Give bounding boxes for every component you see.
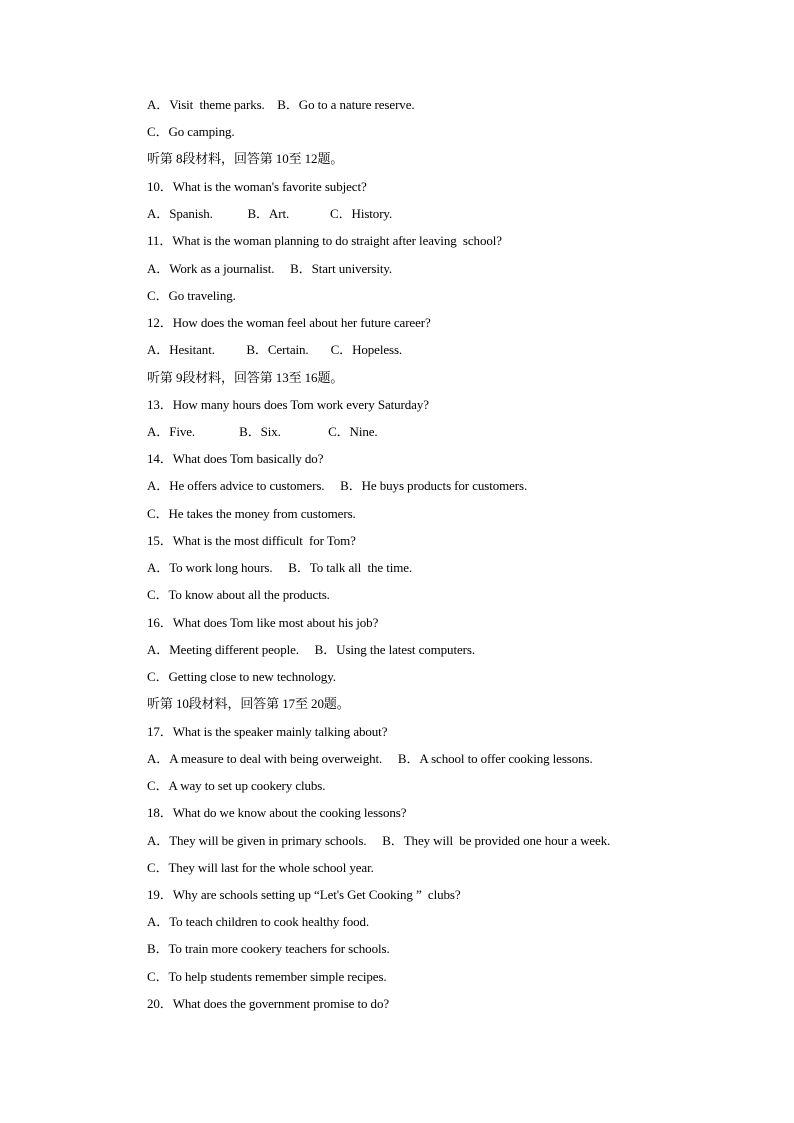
option-line: A．Work as a journalist. B．Start university. (147, 261, 393, 276)
section-header: 听第 8段材料，回答第 10至 12题。 (147, 151, 344, 166)
option-line: A．To teach children to cook healthy food. (147, 914, 370, 929)
option-line: C．Getting close to new technology. (147, 669, 336, 684)
question-19: 19．Why are schools setting up “Let's Get Cooking ” clubs? (147, 887, 461, 902)
option-line: C．A way to set up cookery clubs. (147, 778, 326, 793)
option-line: C．To help students remember simple recipes. (147, 969, 387, 984)
option-line: A．Five. B．Six. C．Nine. (147, 424, 378, 439)
question-11: 11．What is the woman planning to do straight after leaving school? (147, 233, 502, 248)
question-16: 16．What does Tom like most about his job? (147, 615, 379, 630)
option-line: A．A measure to deal with being overweight. B．A school to offer cooking lessons. (147, 751, 593, 766)
option-line: C．Go camping. (147, 124, 235, 139)
option-line: A．Visit theme parks. B．Go to a nature reserve. (147, 97, 415, 112)
question-12: 12．How does the woman feel about her future career? (147, 315, 431, 330)
question-15: 15．What is the most difficult for Tom? (147, 533, 356, 548)
question-20: 20．What does the government promise to do? (147, 996, 390, 1011)
option-line: A．Meeting different people. B．Using the latest computers. (147, 642, 475, 657)
question-10: 10．What is the woman's favorite subject? (147, 179, 367, 194)
section-header: 听第 10段材料，回答第 17至 20题。 (147, 696, 350, 711)
question-18: 18．What do we know about the cooking lessons? (147, 805, 407, 820)
option-line: C．To know about all the products. (147, 587, 330, 602)
option-line: C．Go traveling. (147, 288, 236, 303)
question-13: 13．How many hours does Tom work every Saturday? (147, 397, 429, 412)
option-line: A．Hesitant. B．Certain. C．Hopeless. (147, 342, 403, 357)
option-line: A．They will be given in primary schools. B．They will be provided one hour a week. (147, 833, 611, 848)
option-line: A．To work long hours. B．To talk all the time. (147, 560, 413, 575)
section-header: 听第 9段材料，回答第 13至 16题。 (147, 370, 344, 385)
option-line: B．To train more cookery teachers for schools. (147, 941, 390, 956)
question-17: 17．What is the speaker mainly talking about? (147, 724, 388, 739)
option-line: A．He offers advice to customers. B．He buys products for customers. (147, 478, 528, 493)
question-14: 14．What does Tom basically do? (147, 451, 324, 466)
option-line: C．They will last for the whole school year. (147, 860, 374, 875)
option-line: C．He takes the money from customers. (147, 506, 356, 521)
option-line: A．Spanish. B．Art. C．History. (147, 206, 393, 221)
